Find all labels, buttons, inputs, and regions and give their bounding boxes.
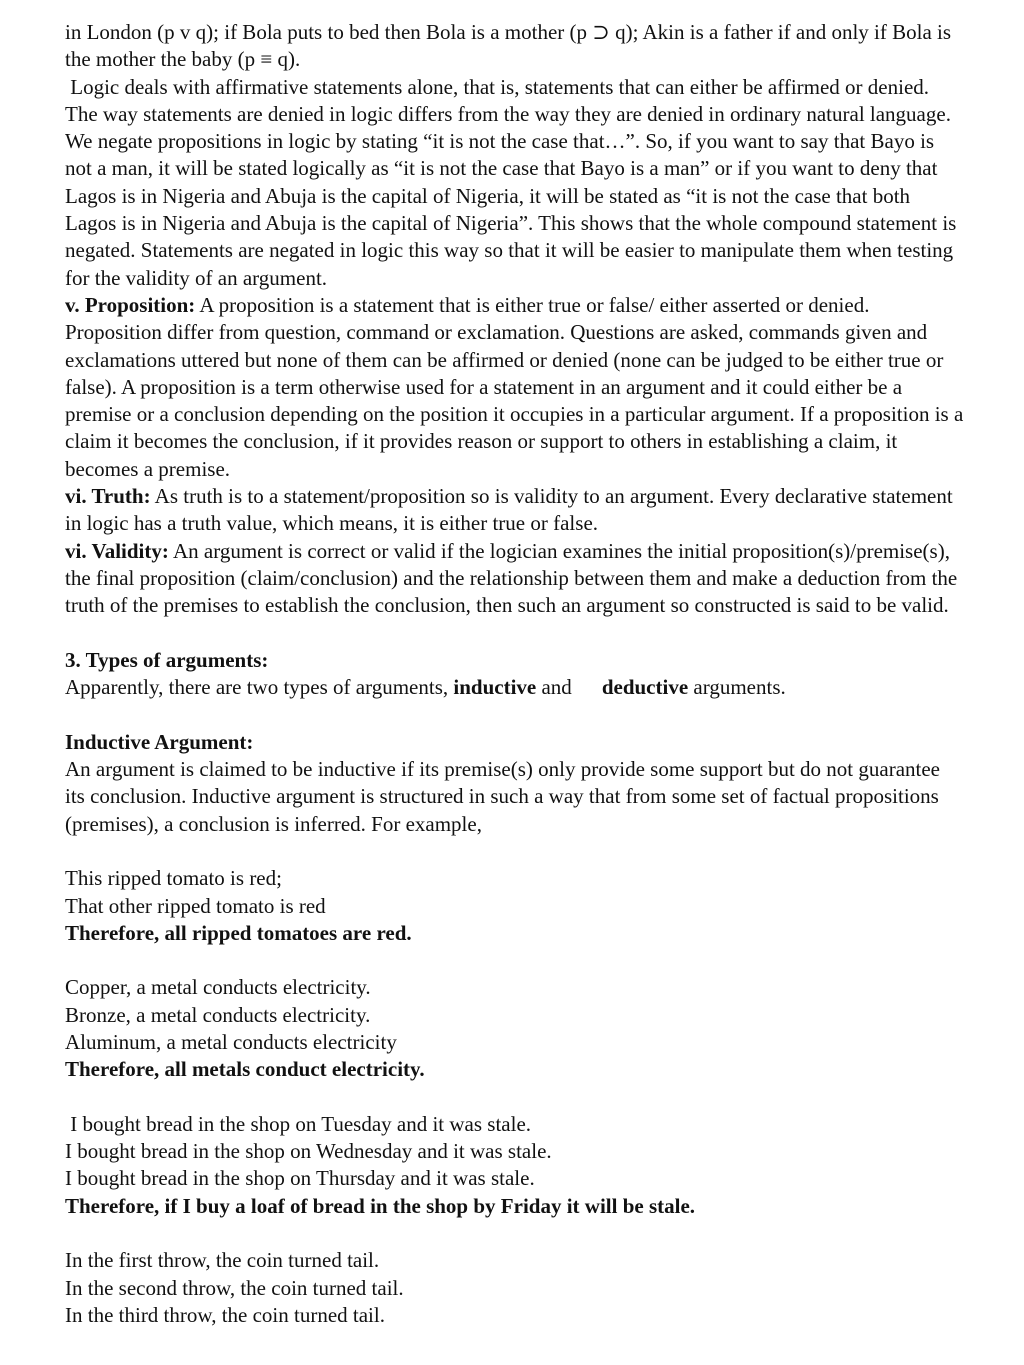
spacer [65,620,965,647]
example2-conclusion [65,1056,965,1083]
example1-conclusion-text: Therefore, all ripped tomatoes are red. [65,920,412,945]
spacer [65,701,965,728]
proposition-text: A proposition is a statement that is either true or false/ either asserted or denied. Proposition differ from question, command or exclamation. Questions are asked, commands given and exclamations uttered but none of them can be affirmed or denied (none can be judged to be either true or false). A proposition is a term otherwise used for a statement in an argument and it could either be a premise or a conclusion depending on the position it occupies in a particular argument. If a proposition is a claim it becomes the conclusion, if it provides reason or support to others in establishing a claim, it becomes a premise. [65,292,964,481]
validity-heading: vi. Validity: [65,538,169,563]
paragraph-types [65,674,965,701]
example1-line: This ripped tomato is red; [65,866,282,891]
paragraph-disjunction-examples: in London (p v q); if Bola puts to bed then Bola is a mother (p ⊃ q); Akin is a father if and only if Bola is the mother the baby (p ≡ q). [65,20,952,72]
example3-conclusion-text: Therefore, if I buy a loaf of bread in the shop by Friday it will be stale. [65,1193,696,1218]
spacer [65,1084,965,1111]
example3-line: I bought bread in the shop on Tuesday and it was stale. [65,1111,532,1136]
proposition-heading: v. Proposition: [65,292,196,317]
example3-conclusion [65,1193,965,1220]
paragraph-truth [65,483,965,538]
paragraph-inductive: An argument is claimed to be inductive if its premise(s) only provide some support but do not guarantee its conclusion. Inductive argument is structured in such a way that from some set of factual propositions (premises), a conclusion is inferred. For example, [65,757,941,836]
validity-text: An argument is correct or valid if the logician examines the initial proposition(s)/premise(s), the final proposition (claim/conclusion) and the relationship between them and make a deduction from the truth of the premises to establish the conclusion, then such an argument so constructed is said to be valid. [65,538,958,618]
spacer [65,838,965,865]
example3-line: I bought bread in the shop on Wednesday and it was stale. [65,1139,552,1164]
section-heading-types [65,647,965,674]
example1-line: That other ripped tomato is red [65,893,326,918]
types-inductive-term: inductive [453,675,537,700]
example1-conclusion [65,920,965,947]
example4-line: In the second throw, the coin turned tail. [65,1275,404,1300]
spacer [65,1220,965,1247]
section-heading-inductive [65,729,965,756]
types-and-text: and [536,675,572,700]
types-deductive-term: deductive [601,675,689,700]
truth-text: As truth is to a statement/proposition so is validity to an argument. Every declarative statement in logic has a truth value, which means, it is either true or false. [65,484,953,536]
example2-conclusion-text: Therefore, all metals conduct electricity. [65,1057,425,1082]
document-page [65,19,965,1329]
inductive-heading-text: Inductive Argument: [65,729,254,754]
paragraph-validity [65,538,965,620]
example4-line: In the third throw, the coin turned tail. [65,1302,385,1327]
types-post-text: arguments. [688,675,786,700]
example4-line: In the first throw, the coin turned tail. [65,1248,380,1273]
example3-line: I bought bread in the shop on Thursday and it was stale. [65,1166,535,1191]
paragraph-proposition [65,292,965,483]
types-heading-text: 3. Types of arguments: [65,647,269,672]
truth-heading: vi. Truth: [65,484,151,509]
paragraph-negation: Logic deals with affirmative statements alone, that is, statements that can either be affirmed or denied. The way statements are denied in logic differs from the way they are denied in ordinary natural language. We negate propositions in logic by stating “it is not the case that…”. So, if you want to say that Bayo is not a man, it will be stated logically as “it is not the case that Bayo is a man” or if you want to deny that Lagos is in Nigeria and Abuja is the capital of Nigeria, it will be stated as “it is not the case that both Lagos is in Nigeria and Abuja is the capital of Nigeria”. This shows that the whole compound statement is negated. Statements are negated in logic this way so that it will be easier to manipulate them when testing for the validity of an argument. [65,74,962,290]
spacer [65,947,965,974]
example2-line: Aluminum, a metal conducts electricity [65,1029,397,1054]
types-pre-text: Apparently, there are two types of arguments, [65,675,454,700]
example2-line: Bronze, a metal conducts electricity. [65,1002,371,1027]
example2-line: Copper, a metal conducts electricity. [65,975,371,1000]
